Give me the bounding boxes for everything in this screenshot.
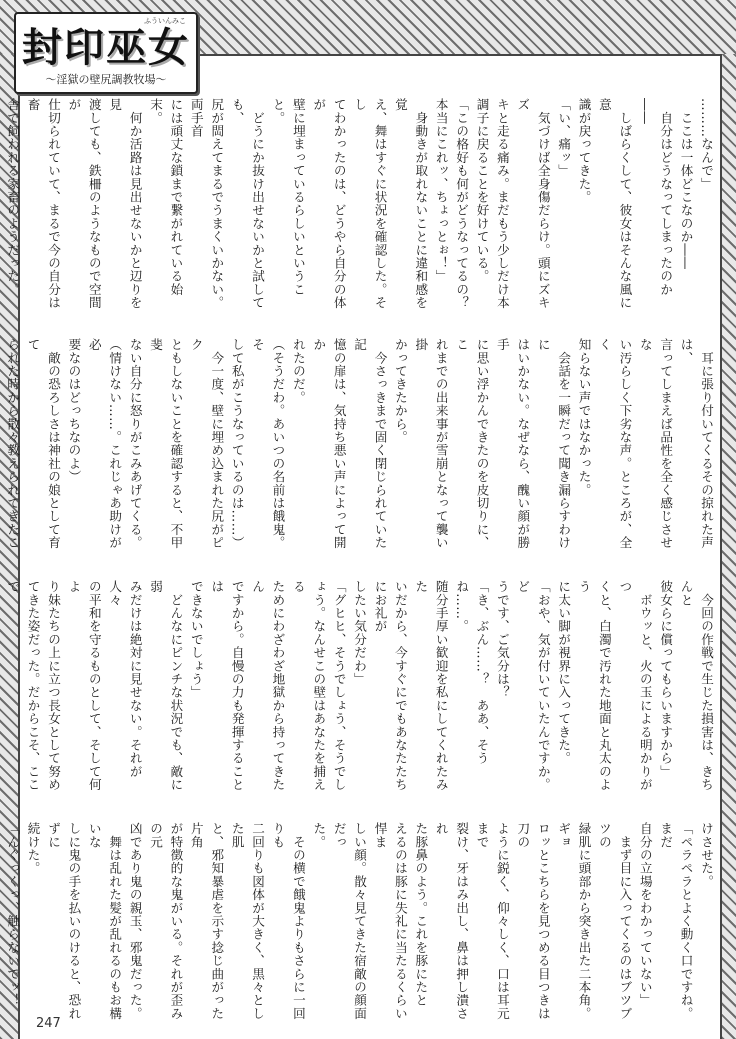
logo-title: 封印巫女 [22,24,190,71]
text-band-3-body: 今回の作戦で生じた損害は、きちんと 彼女らに償ってもらいますから」 ボウッと、火の玉による明かりがつ くと、白濁で汚れた地面と丸太のよう に太い脚が視界に入ってきた。 「おや、気が付いていたんですか。ど うです、ご気分は？ 「き、ぶん……？ ああ、そうね……。 随分手厚い歓迎を私にしてくれたみた いだから、今すぐにでもあなたたちにお礼が したい気分だわ」 「グヒヒ、そうでしょう、そうでし ょう。なんせこの壁はあなたを捕える ためにわざわざ地獄から持ってきたん ですから。自慢の力も発揮することは できないでしょう」 どんなにピンチな状況でも、敵に弱 みだけは絶対に見せない。それが人々 の平和を守るものとして、そして何よ り妹たちの上に立つ長女として努め てきた姿だった。だからこそ、ここで [5,580,714,792]
right-pattern-border [720,54,736,1039]
logo-subtitle: 〜淫獄の壁尻調教牧場〜 [45,73,167,86]
text-band-1 [5,98,716,318]
text-band-3 [5,580,716,802]
text-band-4-body: けさせた。 「ペラペラとよく動く口ですね。まだ 自分の立場をわかっていない」 まず目に入ってくるのはブツブツの 緑肌に頭部から突き出た二本角。ギョ ロッとこちらを見つめる目つきは刀の ように鋭く、仰々しく、口は耳元まで 裂け、牙はみ出し、鼻は押し潰され た豚鼻のよう。これを豚にたと えるのは豚に失礼に当たるくらい悍ま しい顔。散々見てきた宿敵の顔面だっ た。 その横で餓鬼よりもさらに一回りも 二回りも図体が大きく、黒々とした肌 と、邪知暴虐を示す捻じ曲がった片角 が特徴的な鬼がいる。それが歪みの元 凶であり鬼の親玉、邪鬼だった。 舞は乱れた髪が乱れるのもお構いな しに鬼の手を払いのけると、恐れずに 続けた。 「んぐっくっ、触らないでッ！ [5,822,714,1020]
title-logo [14,12,198,94]
text-band-2 [5,338,716,560]
text-band-2-body: 耳に張り付いてくるその掠れた声は、 言ってしまえば品性を全く感じさせな い汚らしく下劣な声。ところが、全く 知らない声ではなかった。 会話を一瞬だって聞き漏らすわけに はいかない。なぜなら、醜い顔が勝手 に思い浮かんできたのを皮切りに、こ れまでの出来事が雪崩となって襲い掛 かってきたから。 今さっきまで固く閉じられていた記 憶の扉は、気持ち悪い声によって開か れたのだ。 （そうだわ。あいつの名前は餓鬼。そ して私がこうなっているのは……） 今一度、壁に埋め込まれた尻がピク ともしないことを確認すると、不甲斐 ない自分に怒りがこみあげてくる。 （情けない……。これじゃあ助けが必 要なのはどっちなのよ） 敵の恐ろしさは神社の娘として育て られた時から散々教えられてきたこ [5,338,714,550]
text-band-1-body: ………なんで」 ここは一体どこなのか―― 自分はどうなってしまったのか―― しばらくして、彼女はそんな風に意 識が戻ってきた。 「い、痛ッ」 気づけば全身傷だらけ。頭にズキズ キと走る痛み。まだもう少しだけ本 調子に戻ることを好けている。 「この格好も何がどうなってるの？ 本当にこれッ、ちょっとぉ！」 身動きが取れないことに違和感を覚 え、舞はすぐに状況を確認した。そし てわかったのは、どうやら自分の体が 壁に埋まっているらしいということ。 どうにか抜け出せないかと試しても、 尻が閊えてまるでうまくいかない。両手首 には頑丈な鎖まで繋がれている始末。 何か活路は見出せないかと辺りを見 渡しても、鉄柵のようなもので空間が 仕切られていて、まるで今の自分は畜 舎で飼われる家畜のようだった。 [5,98,714,310]
page-number: 247 [36,1016,61,1031]
logo-ruby: ふういんみこ [144,17,186,25]
text-band-4 [5,822,716,1022]
